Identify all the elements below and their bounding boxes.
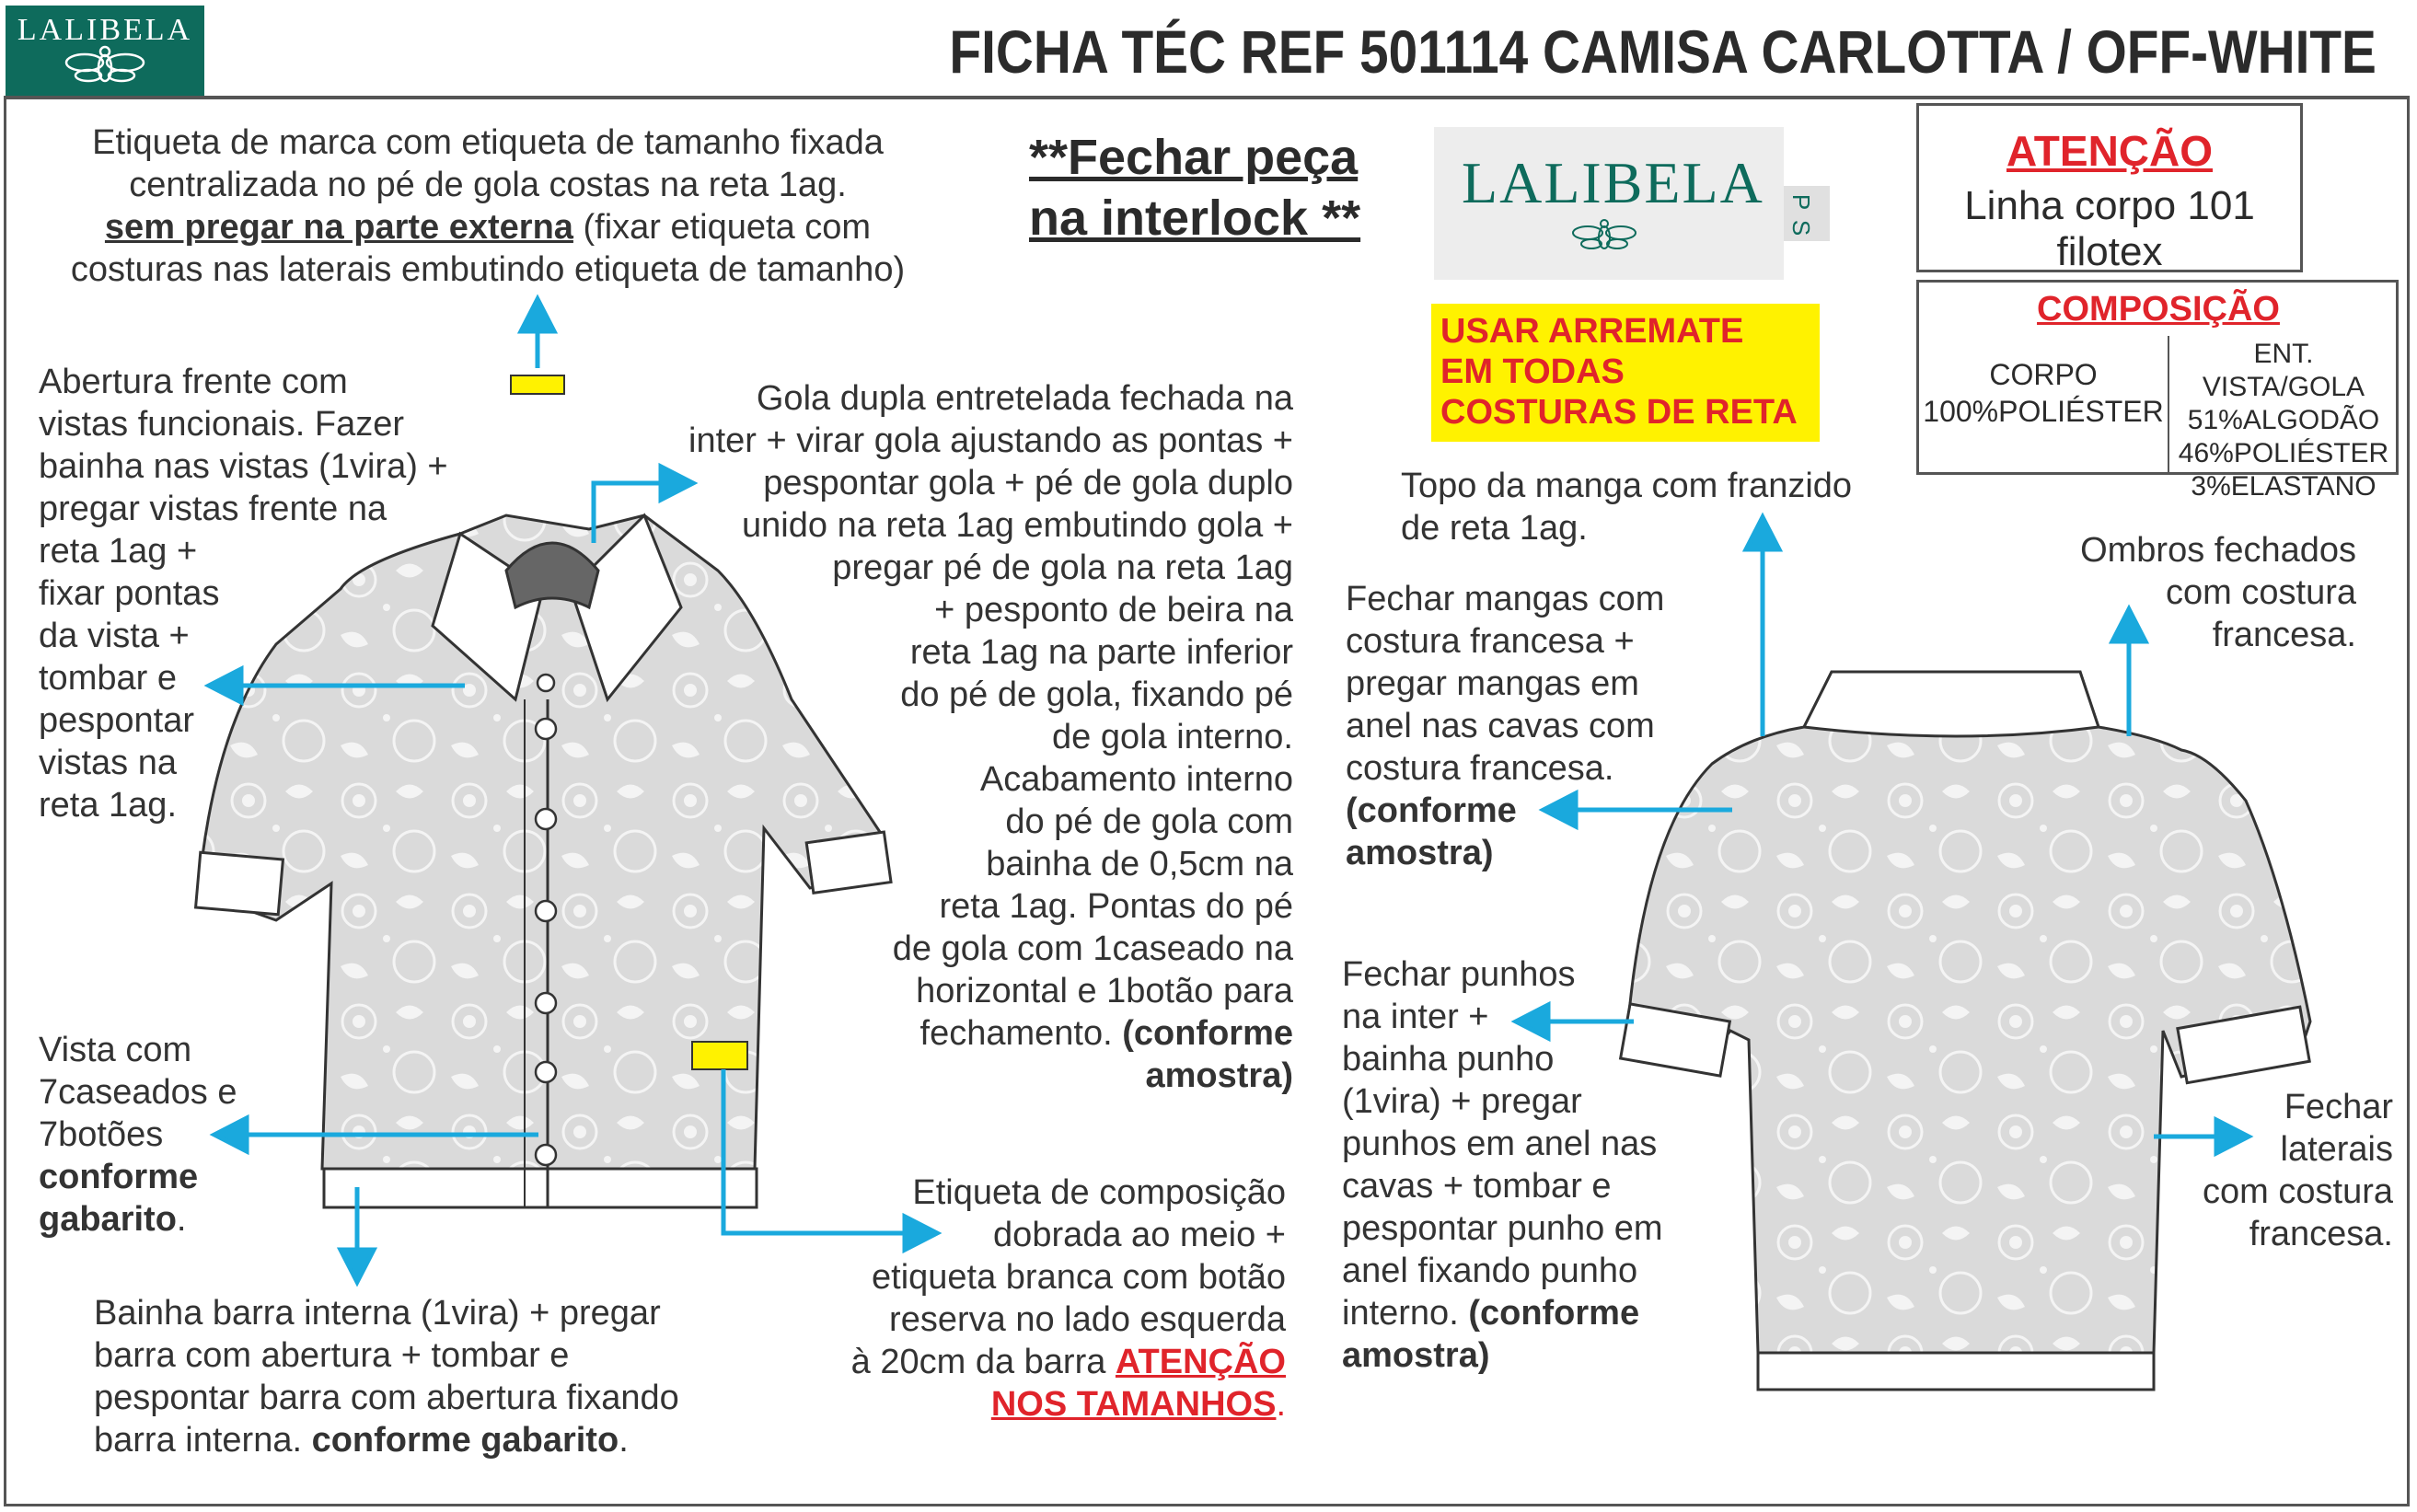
note-front-opening: Abertura frente com vistas funcionais. Fazer bainha nas vistas (1vira) + pregar vistas frente na reta 1ag + fixar pontas da vista + tombar e pespontar vistas na reta 1ag. (39, 363, 448, 825)
note-hem: Bainha barra interna (1vira) + pregar barra com abertura + tombar e pespontar barra com abertura fixando barra interna. conforme gabarito. (94, 1294, 679, 1460)
attention-text: Linha corpo 101 filotex (1964, 183, 2255, 274)
note-sleeve-top: Topo da manga com franzido de reta 1ag. (1401, 467, 1853, 548)
composition-title: COMPOSIÇÃO (2037, 290, 2280, 329)
composition-body: CORPO 100%POLIÉSTER (1923, 358, 2164, 428)
composition-ent: ENT. VISTA/GOLA 51%ALGODÃO 46%POLIÉSTER 3%ELASTANO (2178, 339, 2389, 502)
note-collar: Gola dupla entretelada fechada na inter + virar gola ajustando as pontas + pespontar gola + pé de gola duplo unido na reta 1ag embutindo gola + pregar pé de gola na reta 1ag + pesponto de beira na reta 1ag na parte inferior do pé de gola, fixando pé de gola interno. Acabamento interno do pé de gola com bainha de 0,5cm na reta 1ag. Pontas do pé de gola com 1caseado na horizontal e 1botão para fechamento. (conforme amostra) (688, 379, 1293, 1095)
label-size-s: S (1787, 219, 1816, 237)
label-brand-name: LALIBELA (1462, 150, 1764, 215)
note-cuffs: Fechar punhos na inter + bainha punho (1vira) + pregar punhos em anel nas cavas + tombar e pespontar punho em anel fixando punho interno. (conforme amostra) (1342, 955, 1663, 1375)
note-sleeves: Fechar mangas com costura francesa + pregar mangas em anel nas cavas com costura francesa. (conforme amostra) (1346, 580, 1665, 872)
attention-title: ATENÇÃO (2006, 127, 2214, 175)
logo-text: LALIBELA (17, 13, 193, 47)
arremate-notice: USAR ARREMATE EM TODAS COSTURAS DE RETA (1431, 304, 1820, 442)
note-composition-label: Etiqueta de composição dobrada ao meio + etiqueta branca com botão reserva no lado esquerda à 20cm da barra ATENÇÃO NOS TAMANHOS. (850, 1173, 1286, 1424)
note-sides: Fechar laterais com costura francesa. (2203, 1088, 2393, 1253)
note-placket: Vista com 7caseados e 7botões conforme gabarito. (39, 1031, 237, 1239)
note-shoulders: Ombros fechados com costura francesa. (2080, 531, 2356, 654)
label-size-p: P (1787, 193, 1816, 211)
interlock-note: **Fechar peça na interlock ** (1029, 130, 1361, 246)
note-brand-label: Etiqueta de marca com etiqueta de tamanho fixada centralizada no pé de gola costas na reta 1ag. sem pregar na parte externa (fixar etiqueta com costuras nas laterais embutindo etiqueta de tamanho) (70, 123, 906, 289)
page-title: FICHA TÉC REF 501114 CAMISA CARLOTTA / OFF-WHITE (949, 17, 2377, 86)
